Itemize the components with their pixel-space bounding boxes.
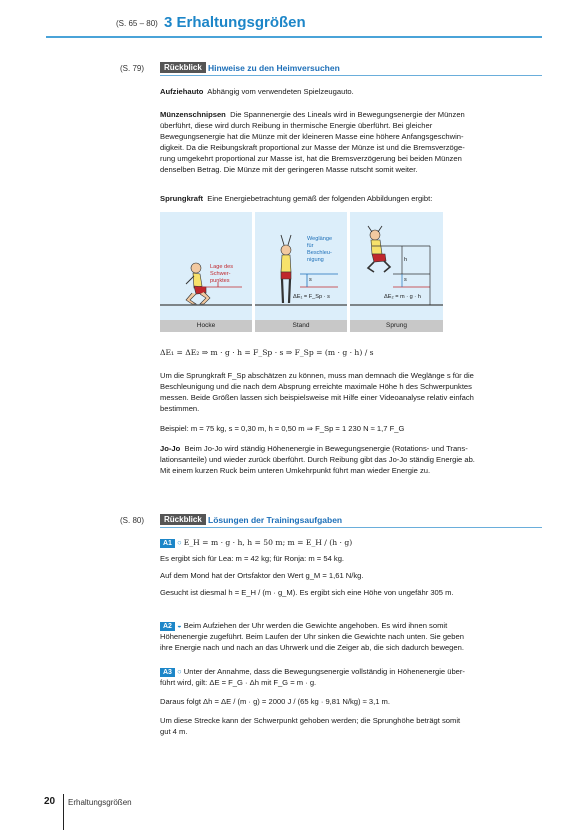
e1-label: ΔE₁ = F_Sp · s [293,294,330,300]
a2-block: A2 ◒ Beim Aufziehen der Uhr werden die Gewichte angehoben. Es wird ihnen somit Höhenenergie zugeführt. Beim Laufen der Uhr sinken die Gewichte nach unten. Sie geben ihre Energie nach und nach an das Uhrwerk und die Zeiger ab, die sich dadurch bewegen. [160,621,464,652]
section2-title: Lösungen der Trainingsaufgaben [208,515,343,525]
section2-page-ref: (S. 80) [120,516,145,525]
page-number: 20 [44,796,56,807]
muenz-paragraph [160,109,542,175]
section1-rule [160,75,542,76]
aufziehauto-text: Abhängig vom verwendeten Spielzeugauto. [207,87,354,96]
section1-title: Hinweise zu den Heimversuchen [208,63,340,73]
section1-tag: Rückblick [160,62,206,73]
panel-sprung [350,212,443,320]
muenz-line: digkeit. Da die Reibungskraft proportional zur Masse der Münze ist und die Bremsverzöge- [160,143,465,152]
muenz-line: Bewegungsenergie hat die Münze mit der kleineren Masse eine höhere Anfangsgeschwin- [160,132,464,141]
footer-title: Erhaltungsgrößen [68,798,132,807]
s-label-stand: s [309,277,312,283]
footer-divider [63,794,64,830]
section1-page-ref: (S. 79) [120,64,145,73]
a1-label: A1 [160,539,175,548]
jojo-label: Jo-Jo [160,444,181,453]
jump-figure [160,212,443,332]
muenz-line: denselben Betrag. Die Münze mit der geringeren Masse rutscht somit weiter. [160,165,418,174]
jump-figure-svg [160,212,443,332]
weg-label: Weglänge für Beschleu- nigung [307,236,333,263]
energy-equation: ΔE₁ = ΔE₂ ⇒ m · g · h = F_Sp · s ⇒ F_Sp = (m · g · h) / s [160,348,374,357]
h-label: h [404,257,408,263]
chapter-page-range: (S. 65 – 80) [116,19,158,28]
muenz-label: Münzenschnipsen [160,110,226,119]
sprung-text: Eine Energiebetrachtung gemäß der folgenden Abbildungen ergibt: [207,194,433,203]
caption-sprung: Sprung [386,322,407,329]
sprung-paragraph [160,193,542,204]
example-line: Beispiel: m = 75 kg, s = 0,30 m, h = 0,50 m ⇒ F_Sp = 1 230 N ≈ 1,7 F_G [160,424,405,433]
a2-label: A2 [160,622,175,631]
caption-stand: Stand [292,322,310,329]
chapter-title: 3 Erhaltungsgrößen [164,14,306,31]
muenz-line: Die Spannenergie des Lineals wird in Bewegungsenergie der Münzen [230,110,465,119]
a1-block: A1 ○ E_H = m · g · h, h = 50 m; m = E_H / (h · g) Es ergibt sich für Lea: m = 42 kg; für Ronja: m = 54 kg. Auf dem Mond hat der Ortsfaktor den Wert g_M = 1,61 N/kg. Gesucht ist diesmal h = E_H / (m · g_M). Es ergibt sich eine Höhe von ungefähr 305 m. [160,538,454,597]
sprung-explanation: Um die Sprungkraft F_Sp abschätzen zu können, muss man demnach die Weglänge s für die Beschleunigung und die nach dem Absprung erreichte maximale Höhe h des Schwerpunktes messen. Beide Größen lassen sich beispielsweise mit Hilfe einer Videoanalyse relativ einfach bestimmen. [160,371,474,413]
a3-block: A3 ○ Unter der Annahme, dass die Bewegungsenergie vollständig in Höhenenergie über- führt wird, gilt: ΔE = F_G · Δh mit F_G = m · g. Daraus folgt Δh = ΔE / (m · g) = 2000 J / (65 kg · 9,81 N/kg) ≈ 3,1 m. Um diese Strecke kann der Schwerpunkt gehoben werden; die Sprunghöhe beträgt somit gut 4 m. [160,667,465,736]
aufziehauto-paragraph [160,86,542,97]
caption-hocke: Hocke [196,322,216,329]
lage-label: Lage des Schwer- punktes [210,264,234,284]
s-label-sprung: s [404,277,407,283]
chapter-divider [46,36,542,38]
aufziehauto-label: Aufziehauto [160,87,204,96]
section2-tag: Rückblick [160,514,206,525]
e2-label: ΔE₂ = m · g · h [384,294,421,300]
a3-label: A3 [160,668,175,677]
panel-stand [255,212,347,320]
muenz-line: überführt, diese wird durch Reibung in thermische Energie überführt. Bei gleicher [160,121,433,130]
muenz-line: rung umgekehrt proportional zur Masse ist, hat die Bremsverzögerung bei beiden Münzen [160,154,462,163]
jojo-paragraph: Jo-Jo Beim Jo-Jo wird ständig Höhenenergie in Bewegungsenergie (Rotations- und Trans- lationsanteile) und wieder zurück überführt. Durch Reibung gibt das Jo-Jo ständig Energie ab. Mit einem kurzen Ruck beim unteren Umkehrpunkt führt man wieder Energie zu. [160,444,475,475]
panel-hocke [160,212,252,320]
section2-rule [160,527,542,528]
sprung-label: Sprungkraft [160,194,204,203]
